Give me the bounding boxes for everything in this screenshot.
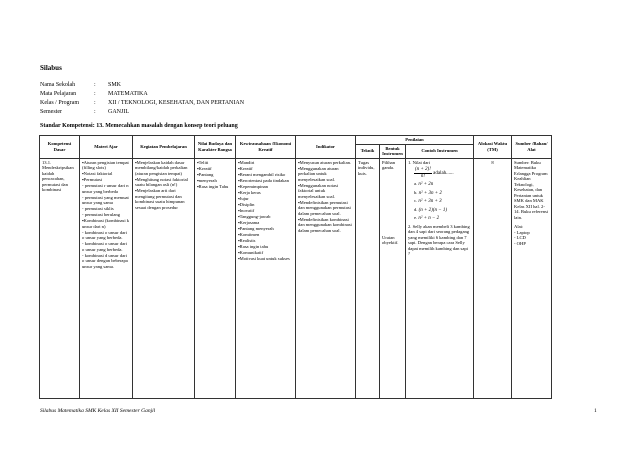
- cell-kewirausahaan: [236, 158, 296, 398]
- alat-item: - LCD: [514, 235, 526, 240]
- list-item: - permutasi siklis: [82, 206, 130, 212]
- header-nilai-budaya: Nilai Budaya dan Karakter Bangsa: [195, 136, 236, 159]
- identity-value: SMK: [108, 82, 122, 88]
- list-item: ▪ Permutasi: [82, 177, 130, 183]
- fraction-denominator: n!: [420, 173, 426, 179]
- question-1-label: 1. Nilai dari: [408, 159, 431, 165]
- list-item: ▪ Rasa ingin tahu: [238, 244, 293, 250]
- option-value: n² + 2n: [418, 182, 434, 187]
- list-item: - kombinasi d unsur dari o unsur dengan beberapa unsur yang sama.: [82, 253, 130, 270]
- alat-label: Alat:: [514, 224, 524, 229]
- cell-kegiatan: [133, 158, 195, 398]
- list-item: ▪ Mandiri: [238, 160, 293, 166]
- option-value: n² + n − 2: [418, 216, 440, 221]
- cell-bentuk: [380, 158, 406, 398]
- list-item: ▪ Menyusun aturan perkalian.: [298, 160, 353, 166]
- option-d: [414, 207, 471, 214]
- sumber-text: Sumber: Buku Matematika Erlangga Program Keahlian Teknologi, Kesehatan, dan Pertanian untuk SMK dan MAK Kelas XII hal. 2-14. Buku referensi lain.: [514, 159, 549, 220]
- list-item: ▪ Kepemimpinan: [238, 184, 293, 190]
- header-bentuk: Bentuk Instrumen: [380, 144, 406, 158]
- list-item: ▪ Pantang: [197, 172, 233, 178]
- option-value: (n + 2)(n − 1): [418, 207, 448, 213]
- list-item: ▪ Mendefinisikan kombinasi dan menggunakan kombinasi dalam pemecahan soal.: [298, 217, 353, 234]
- list-item: ▪ Teliti: [197, 160, 233, 166]
- page-number: 1: [594, 408, 597, 414]
- list-item: - permutasi yang memuat unsur yang sama: [82, 195, 130, 206]
- list-item: - permutasi berulang: [82, 212, 130, 218]
- cell-materi: [80, 158, 133, 398]
- identity-key: Kelas / Program: [40, 100, 79, 106]
- option-key: e.: [414, 215, 418, 220]
- question-1-expression: [414, 167, 471, 179]
- list-item: ▪ Menjelaskan kaidah dasar membilang/kaidah perkalian (aturan pengisian tempat): [135, 160, 192, 177]
- header-contoh: Contoh Instrumen: [406, 144, 474, 158]
- header-kewirausahaan: Kewirausahaan /Ekonomi Kreatif: [236, 136, 296, 159]
- header-teknik: Teknik: [356, 144, 380, 158]
- question-2: 2. Selly akan membeli 3 kambing dan 4 sapi dari seorang pedagang yang memiliki 6 kambing dan 7 sapi. Dengan berapa cara Selly dapat memilih kambing dan sapi ?: [408, 223, 470, 256]
- list-item: ▪ Jujur: [238, 196, 293, 202]
- list-item: ▪ Berani mengambil risiko: [238, 172, 293, 178]
- question-1-tail: adalah......: [433, 171, 454, 177]
- fraction: [414, 167, 432, 179]
- header-sumber: Sumber /Bahan/ Alat: [512, 136, 552, 159]
- list-item: ▪ Berorientasi pada tindakan: [238, 178, 293, 184]
- cell-kd: 13.1. Mendeskripsikan kaidah pencacahan, permutasi dan kombinasi: [40, 158, 80, 398]
- option-key: c.: [414, 198, 418, 203]
- list-item: ▪ Motivasi kuat untuk sukses: [238, 256, 293, 262]
- header-materi-ajar: Materi Ajar: [80, 136, 133, 159]
- list-item: ▪ Komunikatif: [238, 250, 293, 256]
- cell-sumber: [512, 158, 552, 398]
- header-kompetensi-dasar: Kompetensi Dasar: [40, 136, 80, 159]
- list-item: ▪ Disiplin: [238, 202, 293, 208]
- header-kegiatan: Kegiatan Pembelajaran: [133, 136, 195, 159]
- identity-row: [40, 99, 244, 108]
- list-item: - kombinasi o unsur dari o unsur yang berbeda.: [82, 241, 130, 252]
- option-c: [414, 198, 471, 205]
- list-item: ▪ Kombinasi (kombinasi k unsur dari n): [82, 218, 130, 229]
- alat-item: - OHP: [514, 240, 526, 246]
- option-e: [414, 215, 471, 222]
- list-item: ▪ Menggunakan aturan perkalian untuk menyelesaikan soal.: [298, 166, 353, 183]
- identity-block: [40, 81, 244, 117]
- list-item: ▪ Aturan pengisian tempat (filling slots): [82, 160, 130, 171]
- table-row: [40, 158, 552, 398]
- page-title: Silabus: [40, 64, 62, 72]
- page-footer: Silabus Matematika SMK Kelas XII Semester Ganjil: [40, 408, 156, 414]
- alat-item: - Laptop: [514, 229, 530, 235]
- list-item: ▪ menyerah: [197, 178, 233, 184]
- option-a: [414, 181, 471, 188]
- option-key: d.: [414, 206, 418, 212]
- list-item: ▪ Mendefinisikan permutasi dan menggunakan permutasi dalam pemecahan soal.: [298, 200, 353, 217]
- header-alokasi: Alokasi Waktu (TM): [474, 136, 512, 159]
- option-value: n² + 3n + 3: [418, 199, 442, 204]
- identity-key: Mata Pelajaran: [40, 91, 77, 97]
- list-item: - permutasi r unsur dari n unsur yang berbeda: [82, 183, 130, 194]
- identity-row: [40, 81, 244, 90]
- list-item: ▪ Komitmen: [238, 232, 293, 238]
- list-item: ▪ Inovatif: [238, 208, 293, 214]
- list-item: ▪ Notasi faktorial: [82, 171, 130, 177]
- bentuk-instrumen-2: Uraian obyektif.: [382, 234, 399, 245]
- identity-key: Nama Sekolah: [40, 82, 76, 88]
- list-item: ▪ Kerja keras: [238, 190, 293, 196]
- option-value: n² + 3n + 2: [418, 190, 442, 196]
- option-key: a.: [414, 181, 418, 186]
- identity-sep: :: [94, 109, 96, 115]
- fraction-numerator: (n + 2)!: [415, 167, 431, 172]
- list-item: ▪ Menghitung notasi faktorial suatu bilangan asli (n!): [135, 177, 192, 188]
- header-penilaian: Penilaian: [356, 136, 474, 145]
- cell-indikator: [296, 158, 356, 398]
- identity-value: XII / TEKNOLOGI, KESEHATAN, DAN PERTANIAN: [108, 100, 245, 106]
- cell-contoh: [406, 158, 474, 398]
- option-key: b.: [414, 189, 418, 195]
- syllabus-table: [39, 135, 552, 399]
- list-item: ▪ Rasa ingin Tahu: [197, 184, 233, 190]
- cell-alokasi: 8: [474, 158, 512, 398]
- list-item: ▪ Tanggung-jawab: [238, 214, 293, 220]
- list-item: ▪ Realistis: [238, 238, 293, 244]
- cell-teknik: Tugas individu, kuis.: [356, 158, 380, 398]
- identity-row: [40, 90, 244, 99]
- identity-key: Semester: [40, 109, 62, 115]
- list-item: ▪ Menjelaskan arti dari mengitung permutasi dan kombinasi suatu himpunan sesuai dengan prosedur: [135, 188, 192, 210]
- identity-row: [40, 108, 244, 117]
- identity-value: GANJIL: [108, 109, 129, 115]
- list-item: ▪ Kreatif: [197, 166, 233, 172]
- standar-kompetensi: Standar Kompetensi: 13. Memecahkan masalah dengan konsep teori peluang: [40, 123, 238, 129]
- option-b: [414, 190, 471, 197]
- cell-nilai: [195, 158, 236, 398]
- list-item: - kombinasi o unsur dari o unsur yang berbeda.: [82, 230, 130, 241]
- option-list: [414, 181, 471, 222]
- identity-value: MATEMATIKA: [108, 91, 148, 97]
- identity-sep: :: [94, 100, 96, 106]
- list-item: ▪ Menggunakan notasi faktorial untuk menyelesaikan soal.: [298, 183, 353, 200]
- header-indikator: Indikator: [296, 136, 356, 159]
- identity-sep: :: [94, 91, 96, 97]
- list-item: ▪ Pantang menyerah: [238, 226, 293, 232]
- question-1: [408, 160, 471, 222]
- identity-sep: :: [94, 82, 96, 88]
- bentuk-instrumen-1: Pilihan ganda.: [382, 159, 396, 170]
- list-item: ▪ Kerjasama: [238, 220, 293, 226]
- list-item: ▪ Kreatif: [238, 166, 293, 172]
